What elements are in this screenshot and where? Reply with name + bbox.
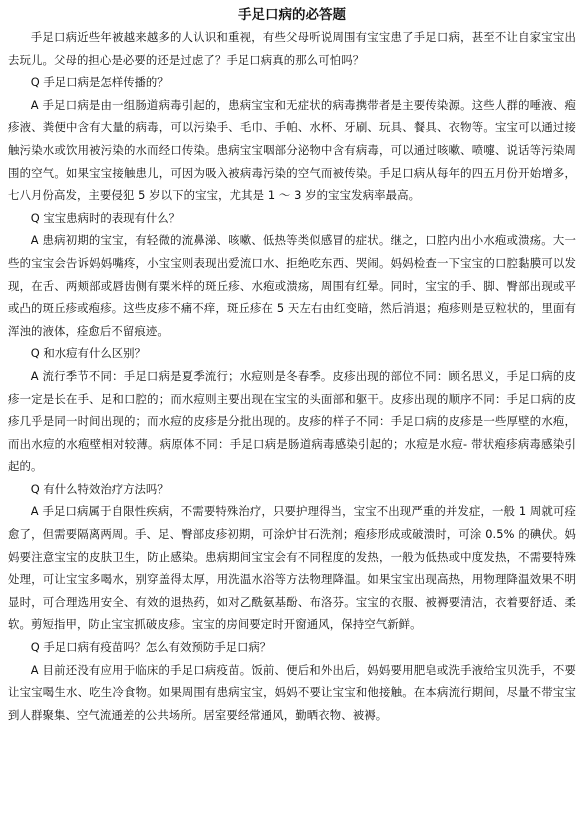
question-transmission: Q 手足口病是怎样传播的？ <box>30 75 169 90</box>
answer-symptoms: A 患病初期的宝宝，有轻微的流鼻涕、咳嗽、低热等类似感冒的症状。继之，口腔内出小水疱或溃疡。大一些的宝宝会告诉妈妈嘴疼，小宝宝则表现出爱流口水、拒绝吃东西、哭闹。妈妈检查一下宝宝的口腔黏膜可以发现，在舌、两颊部或唇齿侧有粟米样的斑丘疹、水疱或溃疡，周围有红晕。同时，宝宝的手、脚、臀部出现或平或凸的斑丘疹或疱疹。这些皮疹不痛不痒，斑丘疹在 5 天左右由红变暗，然后消退；疱疹则是豆粒状的，里面有浑浊的液体，痊愈后不留痕迹。 <box>8 233 576 338</box>
question-chickenpox-difference: Q 和水痘有什么区别？ <box>30 346 146 361</box>
answer-treatment: A 手足口病属于自限性疾病，不需要特殊治疗，只要护理得当，宝宝不出现严重的并发症，一般 1 周就可痊愈了，但需要隔离两周。手、足、臀部皮疹初期，可涂炉甘石洗剂；疱疹形成或破溃时，可涂 0.5% 的碘伏。妈妈要注意宝宝的皮肤卫生，防止感染。患病期间宝宝会有不同程度的发热，一般为低热或中度发热，不需要特殊处理，可让宝宝多喝水，别穿盖得太厚，用洗温水浴等方法物理降温。如果宝宝出现高热，用物理降温效果不明显时，可合理选用安全、有效的退热药，如对乙酰氨基酚、布洛芬。宝宝的衣服、被褥要清洁，衣着要舒适、柔软。剪短指甲，防止宝宝抓破皮疹。宝宝的房间要定时开窗通风，保持空气新鲜。 <box>8 504 576 632</box>
answer-transmission: A 手足口病是由一组肠道病毒引起的，患病宝宝和无症状的病毒携带者是主要传染源。这些人群的唾液、疱疹液、粪便中含有大量的病毒，可以污染手、毛巾、手帕、水杯、牙刷、玩具、餐具、衣物等。宝宝可以通过接触污染水或饮用被污染的水而经口传染。患病宝宝咽部分泌物中含有病毒，可以通过咳嗽、喷嚏、说话等污染周围的空气。如果宝宝接触患儿，可因为吸入被病毒污染的空气而被传染。手足口病从每年的四五月份开始增多，七八月份高发，主要侵犯 5 岁以下的宝宝，尤其是 1 ～ 3 岁的宝宝发病率最高。 <box>8 97 576 203</box>
document-title: 手足口病的必答题 <box>238 7 346 23</box>
answer-chickenpox-difference: A 流行季节不同：手足口病是夏季流行；水痘则是冬春季。皮疹出现的部位不同：顾名思义，手足口病的皮疹一定是长在手、足和口腔的；而水痘则主要出现在宝宝的头面部和躯干。皮疹出现的顺序不同：手足口病的皮疹几乎是同一时间出现的；而水痘的皮疹是分批出现的。皮疹的样子不同：手足口病的皮疹是一些厚壁的水疱，而出水痘的水疱壁相对较薄。病原体不同：手足口病是肠道病毒感染引起的；水痘是水痘- 带状疱疹病毒感染引起的。 <box>8 368 576 474</box>
question-treatment: Q 有什么特效治疗方法吗？ <box>30 481 169 496</box>
question-vaccine-prevention: Q 手足口病有疫苗吗？怎么有效预防手足口病？ <box>30 640 272 655</box>
answer-vaccine-prevention: A 目前还没有应用于临床的手足口病疫苗。饭前、便后和外出后，妈妈要用肥皂或洗手液给宝贝洗手，不要让宝宝喝生水、吃生冷食物。如果周围有患病宝宝，妈妈不要让宝宝和他接触。在本病流行期间，尽量不带宝宝到人群聚集、空气流通差的公共场所。居室要经常通风，勤晒衣物、被褥。 <box>8 662 576 722</box>
question-symptoms: Q 宝宝患病时的表现有什么？ <box>30 210 181 225</box>
intro-paragraph: 手足口病近些年被越来越多的人认识和重视，有些父母听说周围有宝宝患了手足口病，甚至不让自家宝宝出去玩儿。父母的担心是必要的还是过虑了？手足口病真的那么可怕吗？ <box>8 30 576 67</box>
